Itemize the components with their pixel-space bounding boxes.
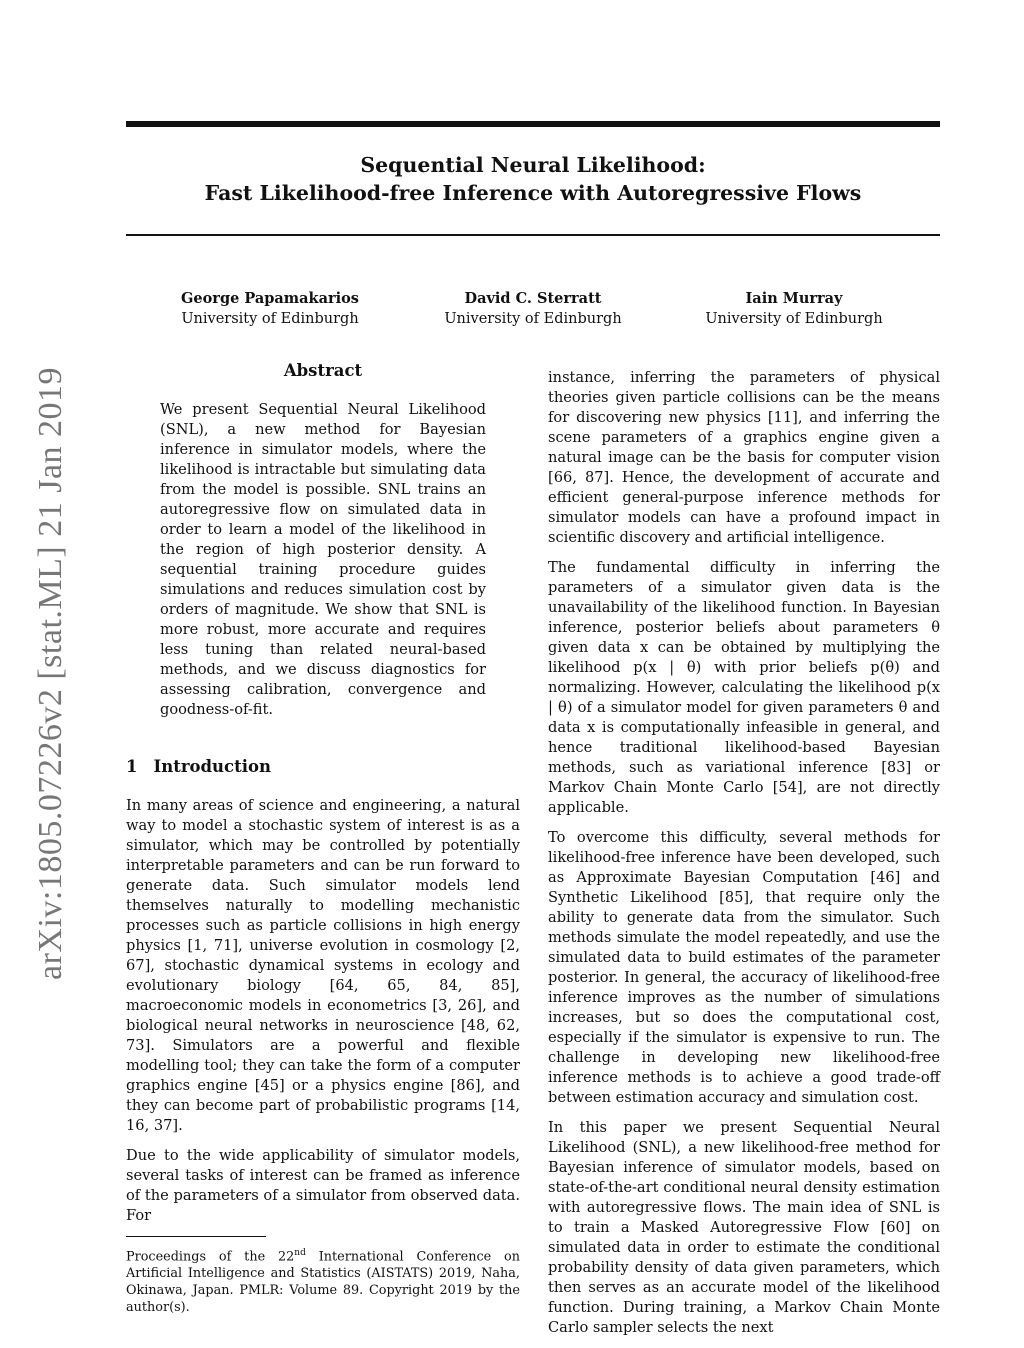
author-affiliation: University of Edinburgh bbox=[181, 311, 359, 327]
right-paragraph-1: instance, inferring the parameters of physical theories given particle collisions can be the means for discovering new physics [11], and inferring the scene parameters of a graphics engine given a natural image can be the basis for computer vision [66, 87]. Hence, the development of accurate and efficient general-purpose inference methods for simulator models can have a profound impact in scientific discovery and artificial intelligence. bbox=[548, 369, 940, 546]
author-name: David C. Sterratt bbox=[464, 290, 602, 307]
intro-paragraph-1: In many areas of science and engineering, a natural way to model a stochastic system of interest is as a simulator, which may be controlled by potentially interpretable parameters and can be run forward to generate data. Such simulator models lend themselves naturally to modelling mechanistic processes such as particle collisions in high energy physics [1, 71], universe evolution in cosmology [2, 67], stochastic dynamical systems in ecology and evolutionary biology [64, 65, 84, 85], macroeconomic models in econometrics [3, 26], and biological neural networks in neuroscience [48, 62, 73]. Simulators are a powerful and flexible modelling tool; they can take the form of a computer graphics engine [45] or a physics engine [86], and they can become part of probabilistic programs [14, 16, 37]. bbox=[126, 797, 520, 1134]
section-title: Introduction bbox=[153, 757, 271, 776]
author-3 bbox=[674, 288, 914, 330]
footnote-prefix: Proceedings of the 22 bbox=[126, 1249, 295, 1265]
author-name: George Papamakarios bbox=[181, 290, 359, 307]
title-line-2: Fast Likelihood-free Inference with Autoregressive Flows bbox=[204, 181, 862, 205]
author-block bbox=[126, 288, 940, 338]
section-number: 1 bbox=[126, 757, 138, 776]
right-paragraph-3: To overcome this difficulty, several methods for likelihood-free inference have been developed, such as Approximate Bayesian Computation [46] and Synthetic Likelihood [85], that require only the ability to generate data from the simulator. Such methods simulate the model repeatedly, and use the simulated data to build estimates of the parameter posterior. In general, the accuracy of likelihood-free inference improves as the number of simulations increases, but so does the computational cost, especially if the simulator is expensive to run. The challenge in developing new likelihood-free inference methods is to achieve a good trade-off between estimation accuracy and simulation cost. bbox=[548, 829, 940, 1106]
paper-title bbox=[126, 151, 940, 207]
footnote-suffix: International Conference on Artificial Intelligence and Statistics (AISTATS) 2019, Naha, Okinawa, Japan. PMLR: Volume 89. Copyright 2019 by the author(s). bbox=[126, 1249, 520, 1316]
arxiv-stamp: arXiv:1805.07226v2 [stat.ML] 21 Jan 2019 bbox=[32, 366, 69, 980]
right-paragraph-2: The fundamental difficulty in inferring the parameters of a simulator given data is the unavailability of the likelihood function. In Bayesian inference, posterior beliefs about parameters θ given data x can be obtained by multiplying the likelihood p(x | θ) with prior beliefs p(θ) and normalizing. However, calculating the likelihood p(x | θ) of a simulator model for given parameters θ and data x is computationally infeasible in general, and hence traditional likelihood-based Bayesian methods, such as variational inference [83] or Markov Chain Monte Carlo [54], are not directly applicable. bbox=[548, 559, 940, 816]
intro-paragraph-2: Due to the wide applicability of simulator models, several tasks of interest can be framed as inference of the parameters of a simulator from observed data. For bbox=[126, 1147, 520, 1224]
footnote-rule bbox=[126, 1236, 266, 1237]
title-rule-bottom bbox=[126, 234, 940, 236]
author-name: Iain Murray bbox=[745, 290, 843, 307]
footnote-superscript: nd bbox=[294, 1248, 306, 1258]
author-1 bbox=[150, 288, 390, 330]
author-2 bbox=[413, 288, 653, 330]
title-line-1: Sequential Neural Likelihood: bbox=[360, 153, 706, 177]
right-column bbox=[548, 368, 940, 1348]
footnote bbox=[126, 1245, 520, 1316]
title-rule-top bbox=[126, 121, 940, 127]
section-heading-introduction bbox=[126, 756, 520, 778]
right-paragraph-4: In this paper we present Sequential Neural Likelihood (SNL), a new likelihood-free method for Bayesian inference of simulator models, based on state-of-the-art conditional neural density estimation with autoregressive flows. The main idea of SNL is to train a Masked Autoregressive Flow [60] on simulated data in order to estimate the conditional probability density of data given parameters, which then serves as an accurate model of the likelihood function. During training, a Markov Chain Monte Carlo sampler selects the next bbox=[548, 1119, 940, 1336]
abstract-heading: Abstract bbox=[283, 361, 363, 380]
left-column bbox=[126, 360, 520, 1316]
author-affiliation: University of Edinburgh bbox=[444, 311, 622, 327]
abstract-text: We present Sequential Neural Likelihood (SNL), a new method for Bayesian inference in simulator models, where the likelihood is intractable but simulating data from the model is possible. SNL trains an autoregressive flow on simulated data in order to learn a model of the likelihood in the region of high posterior density. A sequential training procedure guides simulations and reduces simulation cost by orders of magnitude. We show that SNL is more robust, more accurate and requires less tuning than related neural-based methods, and we discuss diagnostics for assessing calibration, convergence and goodness-of-fit. bbox=[160, 401, 486, 718]
author-affiliation: University of Edinburgh bbox=[705, 311, 883, 327]
